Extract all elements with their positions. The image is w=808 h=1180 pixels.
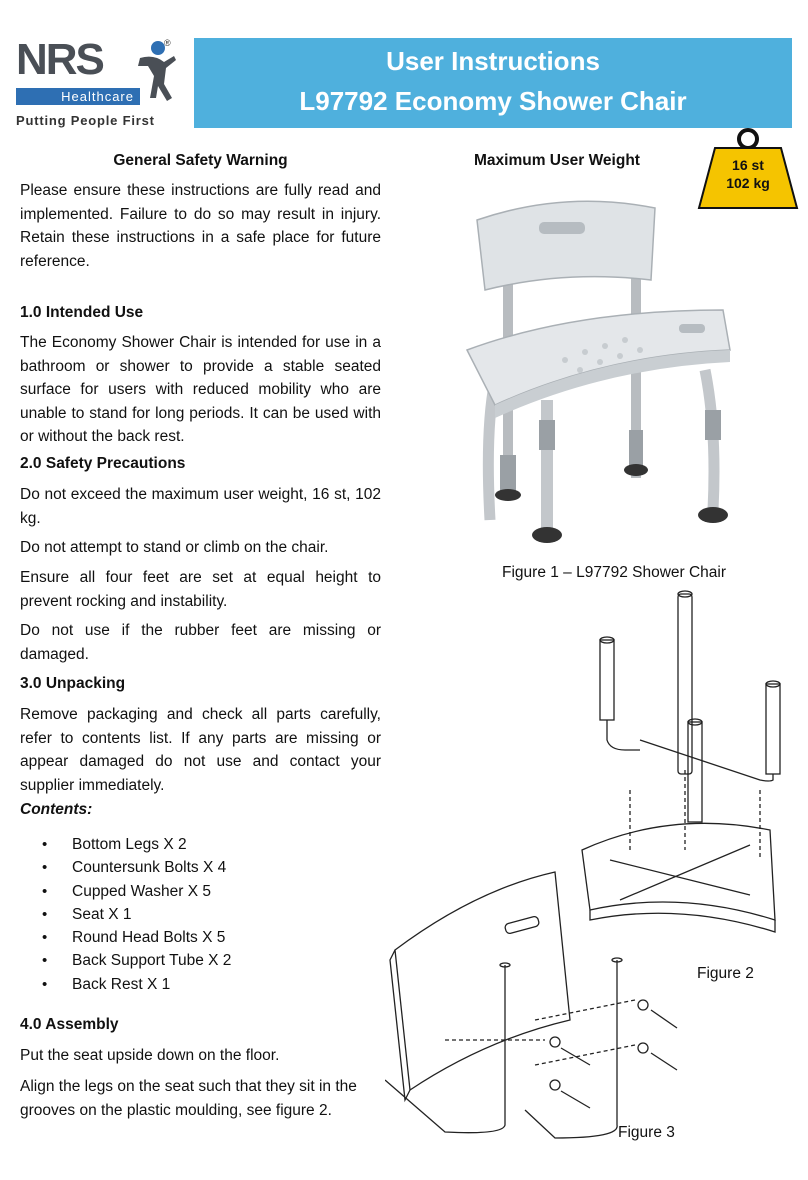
- title-banner: [194, 38, 792, 128]
- intended-use-text: The Economy Shower Chair is intended for use in a bathroom or shower to provide a stable seated surface for users with reduced mobility who are unable to stand for long periods. It can be used with or without the back rest.: [20, 334, 381, 445]
- safety-text: Please ensure these instructions are fully read and implemented. Failure to do so may result in injury. Retain these instructions in a safe place for future reference.: [20, 182, 381, 270]
- page-title: User Instructions: [386, 46, 600, 76]
- backrest-assembly-diagram: [385, 870, 695, 1145]
- list-item: • Bottom Legs X 2: [20, 833, 231, 856]
- list-item: • Cupped Washer X 5: [20, 880, 231, 903]
- assembly-step: Put the seat upside down on the floor.: [20, 1047, 280, 1064]
- precaution-item: Ensure all four feet are set at equal height to prevent rocking and instability.: [20, 569, 381, 610]
- figure-1-caption: Figure 1 – L97792 Shower Chair: [502, 564, 727, 581]
- unpacking-heading: 3.0 Unpacking: [20, 675, 126, 692]
- precaution-item: Do not use if the rubber feet are missing or damaged.: [20, 622, 381, 663]
- logo-wordmark: NRS: [16, 35, 103, 84]
- precaution-item: Do not exceed the maximum user weight, 16 st, 102 kg.: [20, 486, 381, 527]
- assembly-step: Align the legs on the seat such that they sit in the grooves on the plastic moulding, see figure 2.: [20, 1078, 357, 1119]
- running-figure-icon: [134, 36, 180, 106]
- contents-list: [20, 833, 231, 996]
- nrs-logo: [16, 35, 176, 134]
- max-weight-label: Maximum User Weight: [474, 152, 640, 169]
- figure-3-caption: Figure 3: [618, 1124, 675, 1141]
- precaution-item: Do not attempt to stand or climb on the chair.: [20, 539, 329, 556]
- figure-2-caption: Figure 2: [697, 965, 754, 982]
- weight-stone: 16 st: [732, 157, 764, 173]
- product-title: L97792 Economy Shower Chair: [299, 86, 687, 116]
- list-item: • Countersunk Bolts X 4: [20, 856, 231, 879]
- list-item: • Back Support Tube X 2: [20, 949, 231, 972]
- contents-heading: Contents:: [20, 801, 93, 818]
- registered-mark: ®: [164, 38, 171, 48]
- assembly-heading: 4.0 Assembly: [20, 1016, 119, 1033]
- logo-tagline: Putting People First: [16, 113, 155, 128]
- list-item: • Back Rest X 1: [20, 973, 231, 996]
- shower-chair-illustration: [455, 190, 755, 560]
- list-item: • Round Head Bolts X 5: [20, 926, 231, 949]
- unpacking-text: Remove packaging and check all parts carefully, refer to contents list. If any parts are missing or appear damaged do not use and contact your supplier immediately.: [20, 706, 381, 794]
- logo-division: Healthcare: [16, 88, 140, 105]
- precautions-heading: 2.0 Safety Precautions: [20, 455, 186, 472]
- list-item: • Seat X 1: [20, 903, 231, 926]
- weight-kg: 102 kg: [726, 175, 770, 191]
- safety-heading: General Safety Warning: [113, 152, 288, 169]
- intended-use-heading: 1.0 Intended Use: [20, 304, 144, 321]
